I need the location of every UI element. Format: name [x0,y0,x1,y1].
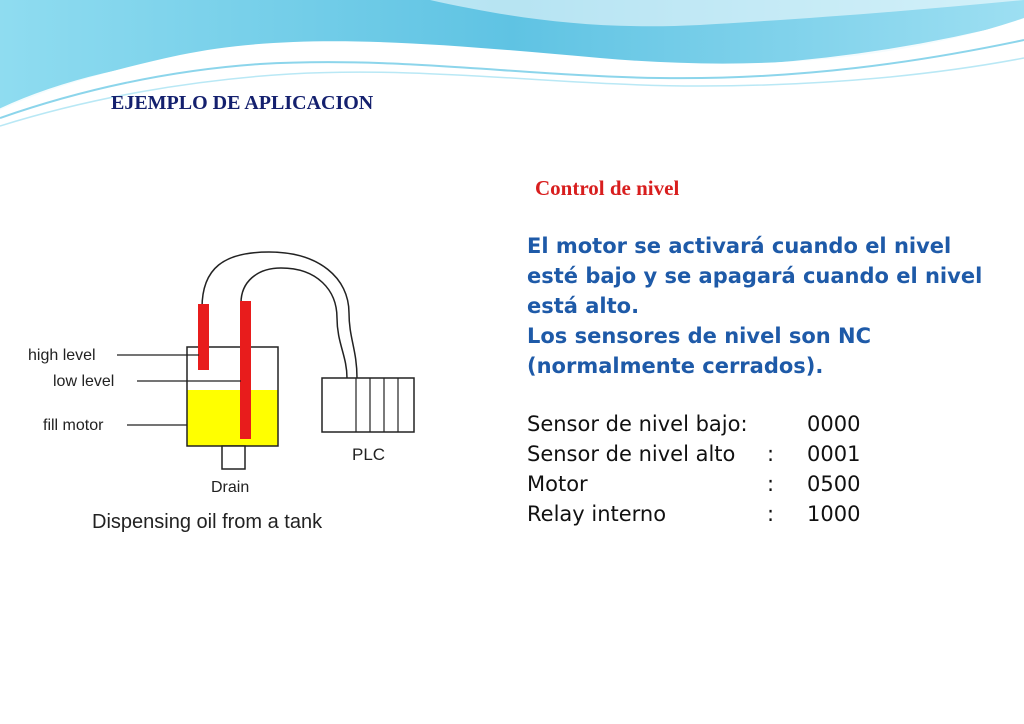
label-fill-motor: fill motor [43,417,104,434]
section-subtitle: Control de nivel [535,176,680,200]
label-drain: Drain [211,479,250,496]
address-name: Relay interno [527,502,667,526]
description-text [527,231,987,381]
address-name: Sensor de nivel bajo: [527,412,748,436]
address-code: 0500 [807,472,861,496]
sensor-wire-inner [241,268,347,378]
figure-caption: Dispensing oil from a tank [92,511,323,533]
address-separator: : [767,442,775,466]
address-code: 1000 [807,502,861,526]
table-row [527,469,860,499]
io-address-table [527,409,860,529]
table-row [527,499,860,529]
drain-pipe [222,446,245,469]
label-plc: PLC [352,445,386,464]
label-low-level: low level [53,373,115,390]
label-high-level: high level [28,347,96,364]
address-code: 0001 [807,442,861,466]
address-separator: : [767,502,775,526]
description-line-2: Los sensores de nivel son NC (normalmente cerrados). [527,324,871,378]
table-row [527,439,860,469]
address-separator [767,409,807,439]
oil-level-fill [187,390,278,446]
address-name: Sensor de nivel alto [527,442,736,466]
description-line-1: El motor se activará cuando el nivel esté bajo y se apagará cuando el nivel está alto. [527,234,983,318]
address-separator: : [767,472,775,496]
address-code: 0000 [807,412,861,436]
low-level-sensor [240,301,251,439]
sensor-wire-outer [202,252,357,378]
high-level-sensor [198,304,209,370]
address-name: Motor [527,472,588,496]
table-row [527,409,860,439]
plc-box [322,378,414,432]
tank-diagram [19,238,429,540]
slide-title: EJEMPLO DE APLICACION [111,92,374,114]
